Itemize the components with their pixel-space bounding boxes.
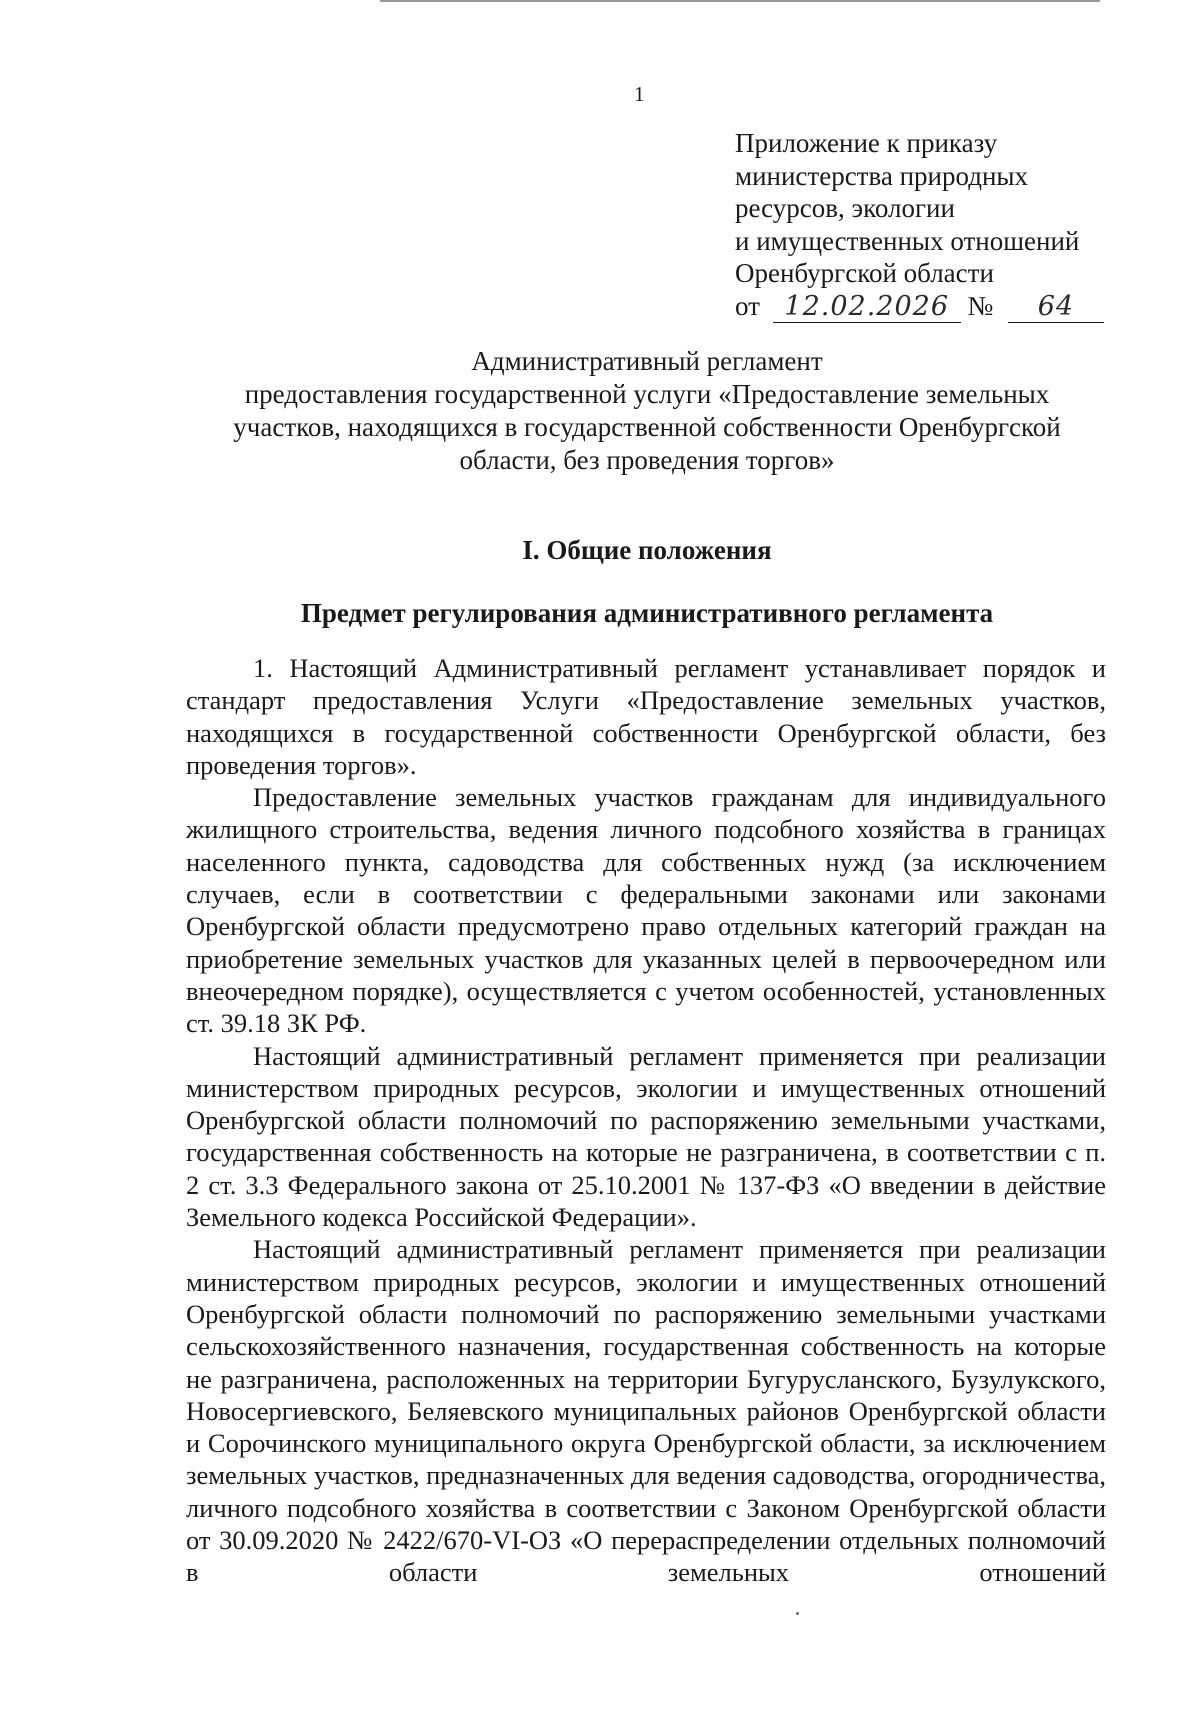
subsection-heading: Предмет регулирования административного регламента	[300, 598, 994, 628]
section-heading: I. Общие положения	[522, 535, 772, 565]
paragraph: Настоящий административный регламент применяется при реализации министерством природных ресурсов, экологии и имущественных отношений Оренбургской области полномочий по распоряжению земельными участками сельскохозяйственного назначения, государственная собственность на которые не разграничена, расположенных на территории Бугурусланского, Бузулукского, Новосергиевского, Беляевского муниципальных районов Оренбургской области и Сорочинского муниципального округа Оренбургской области, за исключением земельных участков, предназначенных для ведения садоводства, огородничества, личного подсобного хозяйства в соответствии с Законом Оренбургской области от 30.09.2020 № 2422/670-VI-ОЗ «О перераспределении отдельных полномочий в области земельных отношений	[186, 1234, 1106, 1588]
appendix-block	[735, 127, 1155, 323]
date-prefix: от	[735, 290, 760, 321]
document-title	[180, 345, 1114, 477]
paragraph: Настоящий административный регламент применяется при реализации министерством природных ресурсов, экологии и имущественных отношений Оренбургской области полномочий по распоряжению земельными участками, государственная собственность на которые не разграничена, в соответствии с п. 2 ст. 3.3 Федерального закона от 25.10.2001 № 137-ФЗ «О введении в действие Земельного кодекса Российской Федерации».	[186, 1040, 1106, 1233]
order-date-line	[735, 290, 1155, 323]
page-number: 1	[634, 82, 645, 106]
handwritten-number: 64	[1008, 292, 1104, 323]
title-line: области, без проведения торгов»	[459, 445, 835, 475]
title-line: предоставления государственной услуги «Предоставление земельных	[244, 379, 1050, 409]
title-line: участков, находящихся в государственной собственности Оренбургской	[233, 412, 1061, 442]
appendix-line: Оренбургской области	[735, 258, 994, 288]
scan-speck	[796, 1612, 799, 1615]
title-line: Административный регламент	[471, 346, 823, 376]
appendix-line: и имущественных отношений	[735, 225, 1080, 256]
scan-top-edge	[380, 0, 1100, 2]
body-text	[186, 652, 1106, 1589]
paragraph: Предоставление земельных участков гражданам для индивидуального жилищного строительства, ведения личного подсобного хозяйства в границах населенного пункта, садоводства для собственных нужд (за исключением случаев, если в соответствии с федеральными законами или законами Оренбургской области предусмотрено право отдельных категорий граждан на приобретение земельных участков для указанных целей в первоочередном или внеочередном порядке), осуществляется с учетом особенностей, установленных ст. 39.18 ЗК РФ.	[186, 782, 1106, 1039]
paragraph: 1. Настоящий Административный регламент устанавливает порядок и стандарт предоставления Услуги «Предоставление земельных участков, находящихся в государственной собственности Оренбургской области, без проведения торгов».	[186, 653, 1106, 780]
handwritten-date: 12.02.2026	[773, 292, 961, 323]
appendix-line: Приложение к приказу	[735, 128, 998, 158]
appendix-line: ресурсов, экологии	[735, 193, 955, 223]
appendix-line: министерства природных	[735, 160, 1029, 191]
number-sign: №	[967, 290, 994, 321]
